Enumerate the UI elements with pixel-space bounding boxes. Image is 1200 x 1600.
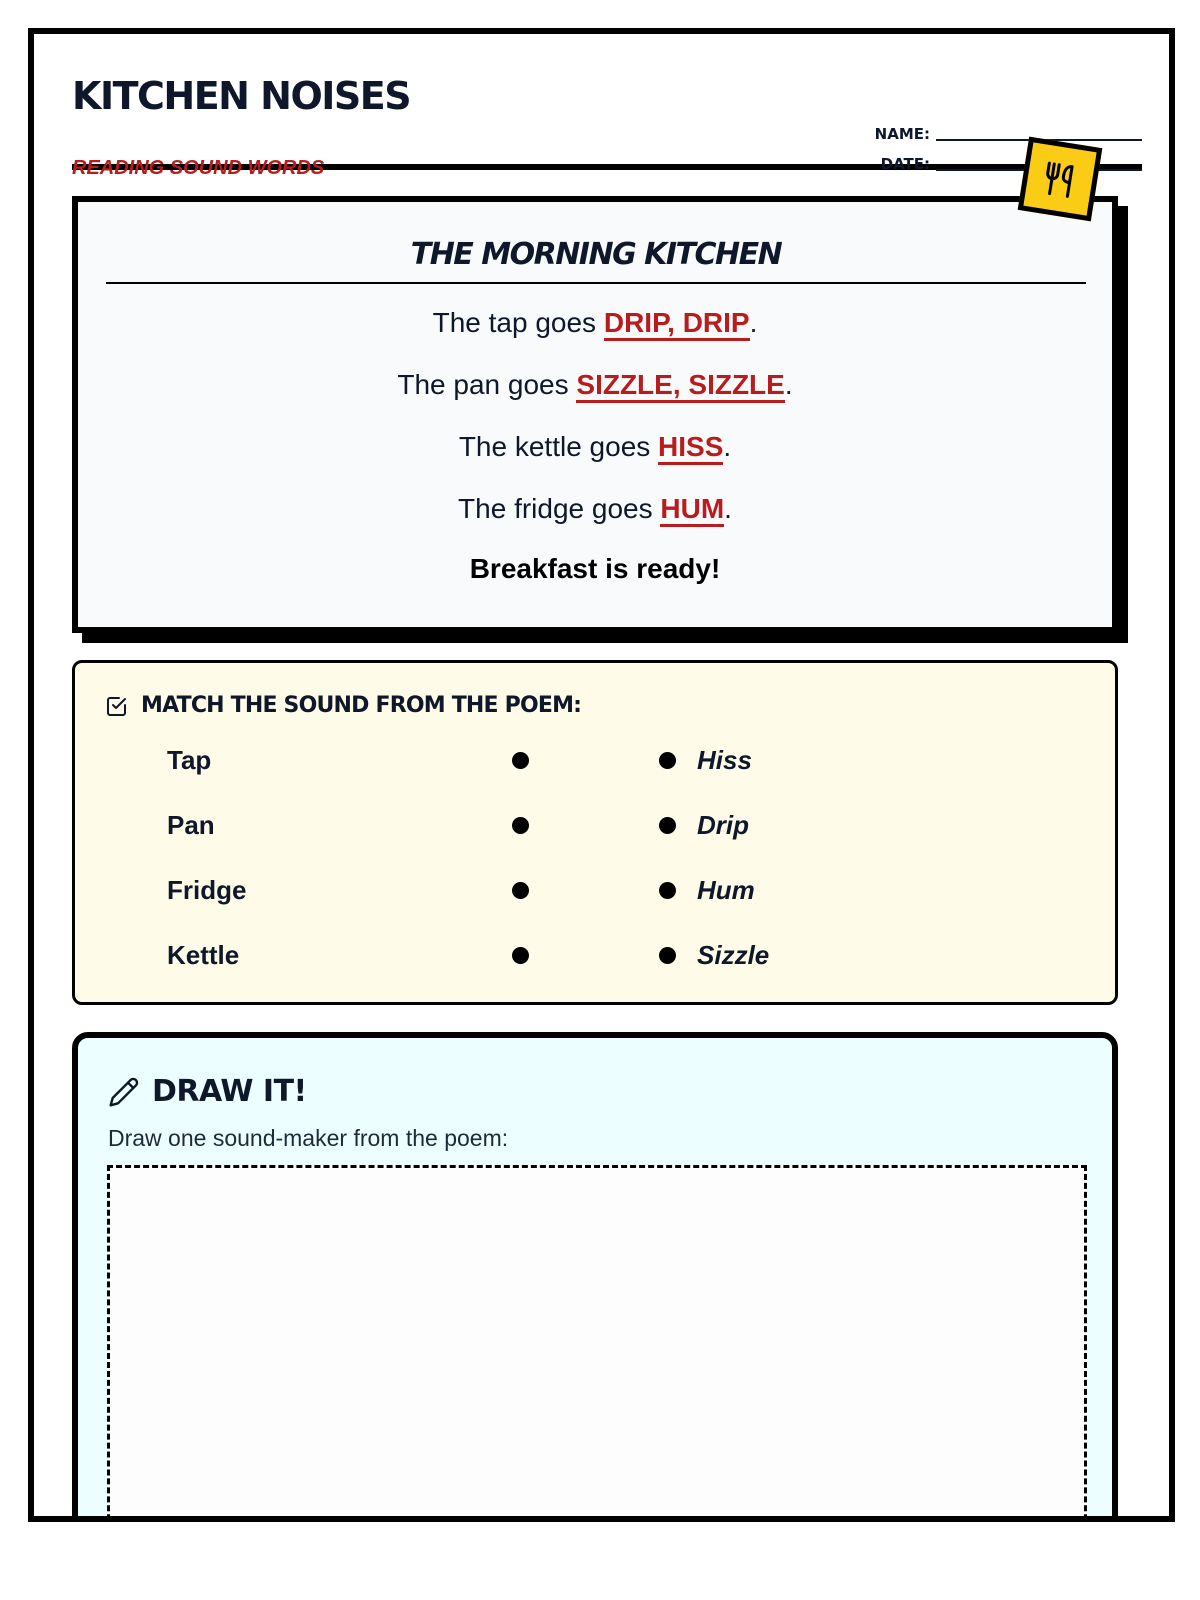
match-right-item: Hiss — [697, 745, 752, 775]
fork-knife-badge — [1018, 137, 1103, 222]
match-right-item: Hum — [697, 875, 755, 905]
poem-title: THE MORNING KITCHEN — [106, 232, 1086, 284]
pencil-icon — [108, 1076, 140, 1108]
match-left-item: Kettle — [167, 940, 240, 970]
poem-line-text: The fridge goes — [458, 493, 661, 524]
page-title: KITCHEN NOISES — [72, 74, 411, 118]
poem-line-punct: . — [749, 307, 758, 338]
match-dot-left[interactable] — [512, 882, 529, 899]
sound-word: SIZZLE, SIZZLE — [576, 370, 784, 403]
poem-line — [78, 430, 1112, 465]
draw-instruction: Draw one sound-maker from the poem: — [108, 1125, 509, 1151]
match-dot-right[interactable] — [659, 947, 676, 964]
match-left-item: Tap — [167, 745, 212, 775]
poem-line — [78, 368, 1112, 403]
match-heading — [105, 691, 581, 721]
poem-line-text: The tap goes — [432, 307, 604, 338]
match-right-item: Sizzle — [697, 940, 770, 970]
match-right-item: Drip — [697, 810, 749, 840]
match-left-item: Fridge — [167, 875, 247, 905]
sound-word: HISS — [658, 432, 723, 465]
poem-line-punct: . — [724, 493, 732, 524]
name-field[interactable] — [842, 124, 1142, 144]
draw-heading-text: DRAW IT! — [152, 1074, 307, 1109]
draw-activity — [72, 1032, 1118, 1522]
poem-line — [78, 306, 1112, 341]
sound-word: DRIP, DRIP — [604, 308, 750, 341]
match-dot-left[interactable] — [512, 752, 529, 769]
match-left-item: Pan — [167, 810, 215, 840]
match-heading-text: MATCH THE SOUND FROM THE POEM: — [141, 693, 582, 718]
worksheet-header — [72, 74, 1142, 179]
fork-knife-icon — [1037, 156, 1083, 202]
worksheet — [28, 28, 1175, 1522]
match-activity — [72, 660, 1118, 1005]
draw-heading — [108, 1072, 307, 1112]
poem-closing-line: Breakfast is ready! — [469, 553, 721, 584]
poem-line-text: The pan goes — [397, 369, 577, 400]
page-subtitle: READING SOUND WORDS — [72, 157, 325, 179]
name-label: NAME: — [874, 125, 930, 143]
match-dot-right[interactable] — [659, 882, 676, 899]
sound-word: HUM — [660, 494, 724, 527]
poem-card — [72, 196, 1118, 633]
match-dot-right[interactable] — [659, 752, 676, 769]
drawing-area[interactable] — [107, 1165, 1087, 1522]
poem-line — [78, 492, 1112, 527]
poem-line-punct: . — [784, 369, 793, 400]
match-dot-right[interactable] — [659, 817, 676, 834]
match-dot-left[interactable] — [512, 817, 529, 834]
poem-line-text: The kettle goes — [458, 431, 659, 462]
poem-line-punct: . — [723, 431, 732, 462]
match-dot-left[interactable] — [512, 947, 529, 964]
date-label: DATE: — [880, 155, 930, 173]
checkbox-icon — [105, 694, 129, 718]
